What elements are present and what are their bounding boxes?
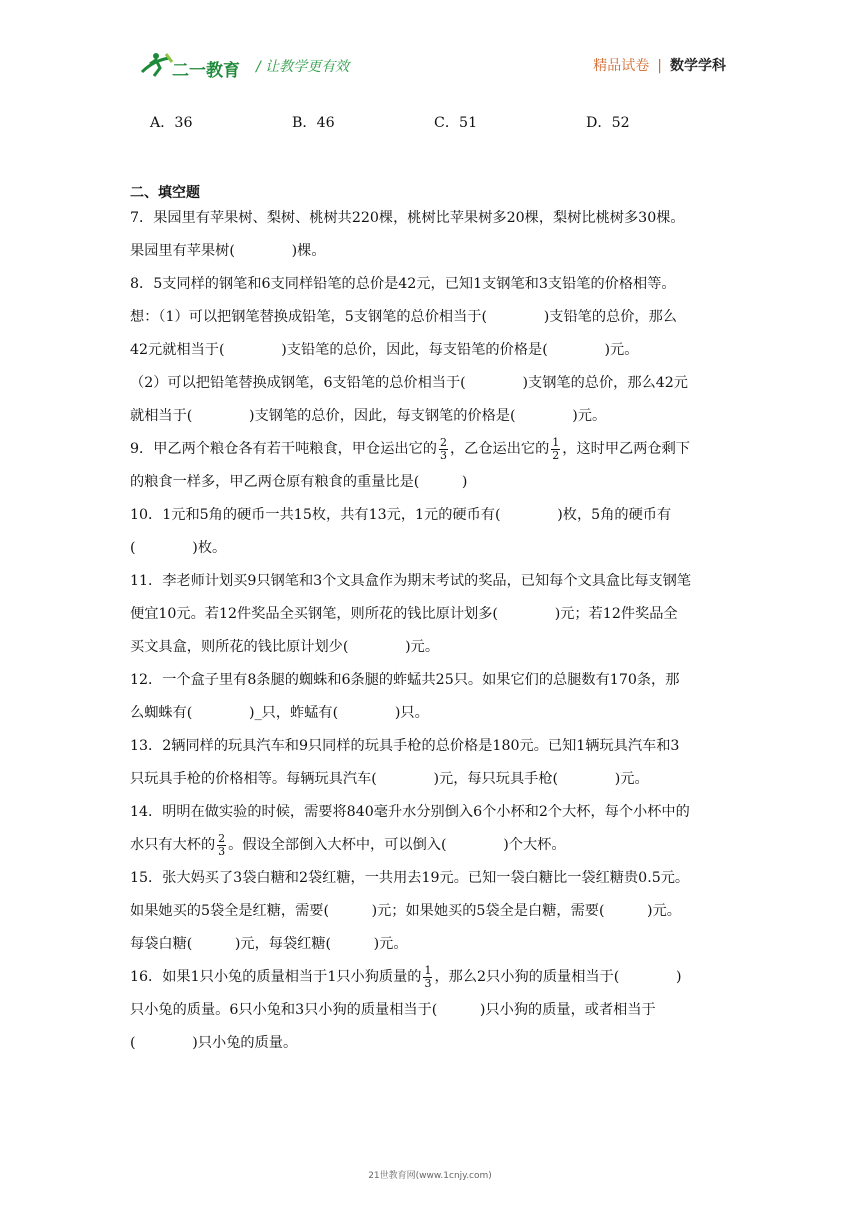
- text-line: 13．2辆同样的玩具汽车和9只同样的玩具手枪的总价格是180元。已知1辆玩具汽车和3: [130, 738, 680, 754]
- text-line: 8．5支同样的钢笔和6支同样铅笔的总价是42元，已知1支钢笔和3支铅笔的价格相等。: [130, 276, 676, 292]
- fraction-denominator: 3: [439, 448, 447, 462]
- section-title: 二、填空题: [130, 185, 200, 201]
- q9-text-a: 9．甲乙两个粮仓各有若干吨粮食，甲仓运出它的: [130, 441, 437, 457]
- text-line: 想：（1）可以把钢笔替换成铅笔，5支钢笔的总价相当于( )支铅笔的总价，那么: [130, 309, 677, 325]
- text-line: 只小兔的质量。6只小兔和3只小狗的质量相当于( )只小狗的质量，或者相当于: [130, 1002, 656, 1018]
- fraction-numerator: 2: [439, 435, 447, 449]
- text-line: 42元就相当于( )支铅笔的总价，因此，每支铅笔的价格是( )元。: [130, 342, 639, 358]
- fraction-numerator: 2: [218, 831, 226, 845]
- option-b: B．46: [292, 115, 335, 131]
- fraction: [439, 437, 448, 462]
- text-line: 11．李老师计划买9只钢笔和3个文具盒作为期末考试的奖品，已知每个文具盒比每支钢笔: [130, 573, 692, 589]
- q14-text-b: 。假设全部倒入大杯中，可以倒入( )个大杯。: [228, 837, 566, 853]
- option-d: D．52: [586, 115, 630, 131]
- text-line: （2）可以把铅笔替换成钢笔，6支铅笔的总价相当于( )支钢笔的总价，那么42元: [130, 375, 688, 391]
- text-line: 就相当于( )支钢笔的总价，因此，每支钢笔的价格是( )元。: [130, 408, 607, 424]
- header-tags: [593, 55, 726, 75]
- q14-text-a: 水只有大杯的: [130, 837, 216, 853]
- q9-text-c: ，这时甲乙两仓剩下: [562, 441, 690, 457]
- text-line: 7．果园里有苹果树、梨树、桃树共220棵，桃树比苹果树多20棵，梨树比桃树多30棵。: [130, 210, 685, 226]
- question-16-line: [130, 961, 742, 994]
- fraction-numerator: 1: [552, 435, 560, 449]
- text-line: 果园里有苹果树( )棵。: [130, 243, 326, 259]
- text-line: 10．1元和5角的硬币一共15枚，共有13元，1元的硬币有( )枚，5角的硬币有: [130, 507, 672, 523]
- text-line: 12．一个盒子里有8条腿的蜘蛛和6条腿的蚱蜢共25只。如果它们的总腿数有170条，那: [130, 672, 680, 688]
- q9-text-b: ，乙仓运出它的: [449, 441, 550, 457]
- answer-options: [150, 110, 742, 134]
- fraction: [423, 965, 432, 990]
- fraction-denominator: 2: [552, 448, 560, 462]
- q16-text-b: ，那么2只小狗的质量相当于( ): [434, 969, 682, 985]
- fraction-numerator: 1: [424, 963, 432, 977]
- text-line: 便宜10元。若12件奖品全买钢笔，则所花的钱比原计划多( )元；若12件奖品全: [130, 606, 678, 622]
- text-line: 每袋白糖( )元，每袋红糖( )元。: [130, 936, 408, 952]
- text-line: 15．张大妈买了3袋白糖和2袋红糖，一共用去19元。已知一袋白糖比一袋红糖贵0.5元。: [130, 870, 690, 886]
- fraction-denominator: 3: [218, 844, 226, 858]
- option-c: C．51: [434, 115, 478, 131]
- tag-separator: |: [657, 58, 662, 74]
- text-line: 只玩具手枪的价格相等。每辆玩具汽车( )元，每只玩具手枪( )元。: [130, 771, 649, 787]
- subject-tag: 数学学科: [670, 58, 726, 74]
- q16-text-a: 16．如果1只小兔的质量相当于1只小狗质量的: [130, 969, 422, 985]
- document-body: [130, 110, 742, 1060]
- brand-name: 二一教育: [172, 61, 240, 81]
- text-line: ( )只小兔的质量。: [130, 1035, 298, 1051]
- fraction: [217, 833, 226, 858]
- page-header: [0, 0, 860, 90]
- option-a: A．36: [150, 115, 193, 131]
- fraction-denominator: 3: [424, 976, 432, 990]
- question-9-line: [130, 433, 742, 466]
- text-line: ( )枚。: [130, 540, 227, 556]
- fraction: [551, 437, 560, 462]
- question-14-line: [130, 829, 742, 862]
- text-line: 14．明明在做实验的时候，需要将840毫升水分别倒入6个小杯和2个大杯，每个小杯中的: [130, 804, 690, 820]
- text-line: 买文具盒，则所花的钱比原计划少( )元。: [130, 639, 440, 655]
- slogan: / 让教学更有效: [256, 59, 350, 75]
- premium-tag: 精品试卷: [593, 58, 650, 74]
- text-line: 如果她买的5袋全是红糖，需要( )元；如果她买的5袋全是白糖，需要( )元。: [130, 903, 681, 919]
- text-line: 的粮食一样多，甲乙两仓原有粮食的重量比是( ): [130, 474, 468, 490]
- page-footer: 21世教育网(www.1cnjy.com): [368, 1171, 492, 1181]
- text-line: 么蜘蛛有( )_只，蚱蜢有( )只。: [130, 705, 429, 721]
